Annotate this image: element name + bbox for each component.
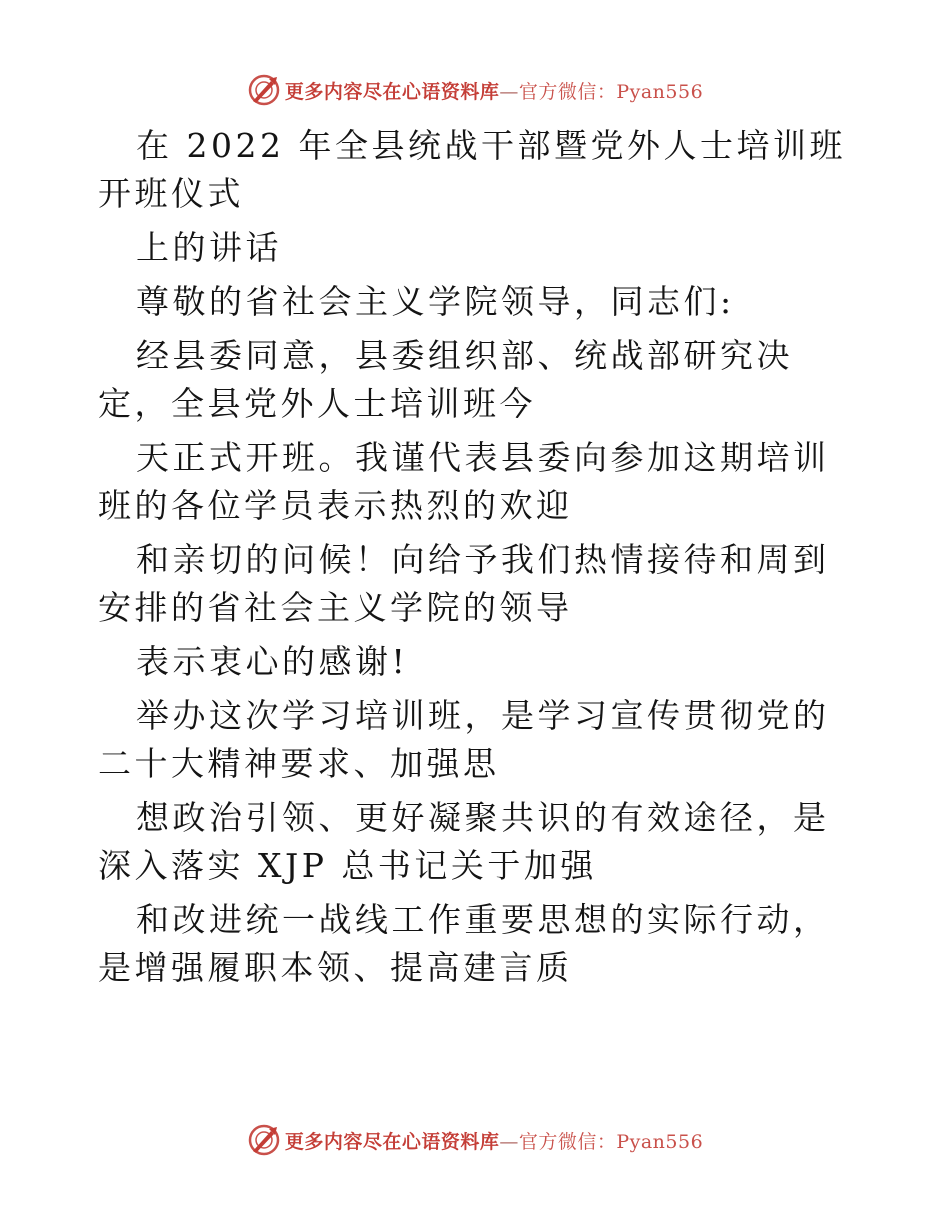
watermark-text [285, 77, 703, 104]
quill-in-circle-icon [247, 1123, 281, 1157]
watermark-contact: 官方微信：Pyan556 [518, 80, 704, 103]
footer-watermark [0, 1118, 950, 1162]
watermark-text [285, 1127, 703, 1154]
document-body [98, 122, 858, 998]
watermark-main: 更多内容尽在心语资料库 [284, 1130, 500, 1153]
watermark-contact: 官方微信：Pyan556 [518, 1130, 704, 1153]
paragraph: 天正式开班。我谨代表县委向参加这期培训班的各位学员表示热烈的欢迎 [98, 438, 830, 525]
paragraph: 尊敬的省社会主义学院领导，同志们: [136, 282, 735, 321]
paragraph: 和改进统一战线工作重要思想的实际行动，是增强履职本领、提高建言质 [98, 900, 830, 987]
quill-in-circle-icon [247, 73, 281, 107]
paragraph: 在 2022 年全县统战干部暨党外人士培训班开班仪式 [98, 126, 846, 213]
watermark-separator: — [499, 1130, 519, 1153]
watermark-separator: — [499, 80, 519, 103]
header-watermark [0, 68, 950, 112]
paragraph: 举办这次学习培训班，是学习宣传贯彻党的二十大精神要求、加强思 [98, 696, 830, 783]
paragraph: 和亲切的问候！向给予我们热情接待和周到安排的省社会主义学院的领导 [98, 540, 830, 627]
paragraph: 经县委同意，县委组织部、统战部研究决定，全县党外人士培训班今 [98, 336, 793, 423]
paragraph: 上的讲话 [136, 228, 282, 267]
paragraph: 表示衷心的感谢! [136, 642, 409, 681]
paragraph: 想政治引领、更好凝聚共识的有效途径，是深入落实 XJP 总书记关于加强 [98, 798, 830, 885]
watermark-main: 更多内容尽在心语资料库 [284, 80, 500, 103]
